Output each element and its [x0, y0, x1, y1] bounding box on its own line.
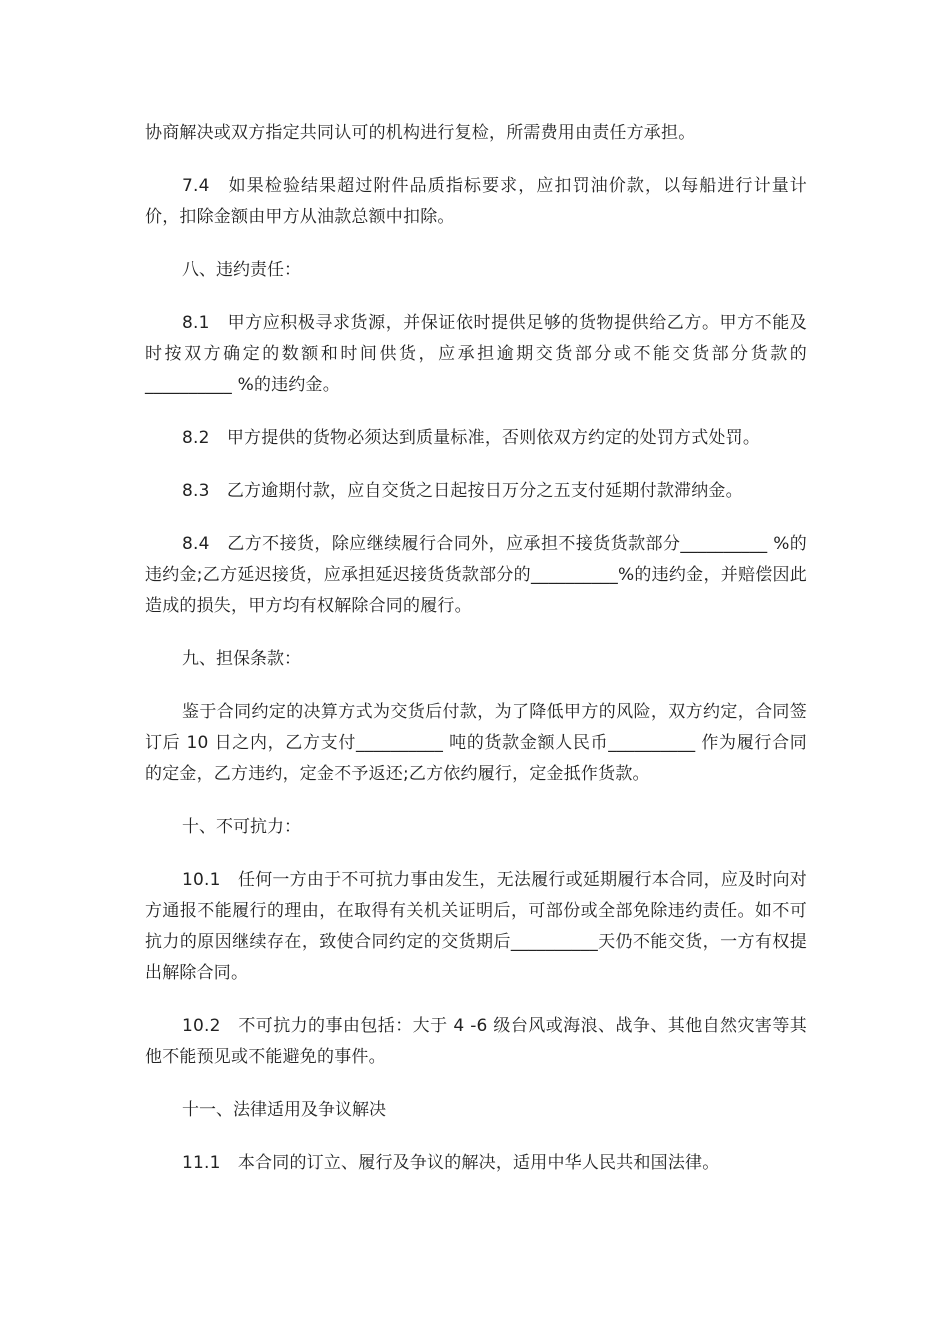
paragraph-10-1: 10.1 任何一方由于不可抗力事由发生，无法履行或延期履行本合同，应及时向对方通报不能履行的理由，在取得有关机关证明后，可部份或全部免除违约责任。如不可抗力的原因继续存在，致使合同约定的交货期后__________天仍不能交货，一方有权提出解除合同。 [145, 870, 807, 983]
paragraph-9: 鉴于合同约定的决算方式为交货后付款，为了降低甲方的风险，双方约定，合同签订后 10 日之内，乙方支付__________ 吨的货款金额人民币__________ 作为履行合同的定金，乙方违约，定金不予返还;乙方依约履行，定金抵作货款。 [145, 702, 807, 784]
document-body [145, 118, 807, 1201]
paragraph-8-4: 8.4 乙方不接货，除应继续履行合同外，应承担不接货货款部分__________ %的违约金;乙方延迟接货，应承担延迟接货货款部分的__________%的违约金，并赔偿因此造成的损失，甲方均有权解除合同的履行。 [145, 534, 807, 616]
paragraph-8-3: 8.3 乙方逾期付款，应自交货之日起按日万分之五支付延期付款滞纳金。 [182, 481, 743, 501]
paragraph-8-2: 8.2 甲方提供的货物必须达到质量标准，否则依双方约定的处罚方式处罚。 [182, 428, 761, 448]
section-heading-10: 十、不可抗力： [182, 817, 301, 837]
paragraph-7-3-continuation: 协商解决或双方指定共同认可的机构进行复检，所需费用由责任方承担。 [145, 123, 696, 143]
section-heading-8: 八、违约责任： [182, 260, 301, 280]
paragraph-10-2: 10.2 不可抗力的事由包括：大于 4 -6 级台风或海浪、战争、其他自然灾害等其他不能预见或不能避免的事件。 [145, 1016, 807, 1067]
section-heading-11: 十一、法律适用及争议解决 [182, 1100, 386, 1120]
section-heading-9: 九、担保条款： [182, 649, 301, 669]
paragraph-11-1: 11.1 本合同的订立、履行及争议的解决，适用中华人民共和国法律。 [182, 1153, 720, 1173]
paragraph-8-1: 8.1 甲方应积极寻求货源，并保证依时提供足够的货物提供给乙方。甲方不能及时按双方确定的数额和时间供货，应承担逾期交货部分或不能交货部分货款的__________ %的违约金。 [145, 313, 807, 395]
paragraph-7-4: 7.4 如果检验结果超过附件品质指标要求，应扣罚油价款，以每船进行计量计价，扣除金额由甲方从油款总额中扣除。 [145, 176, 807, 227]
